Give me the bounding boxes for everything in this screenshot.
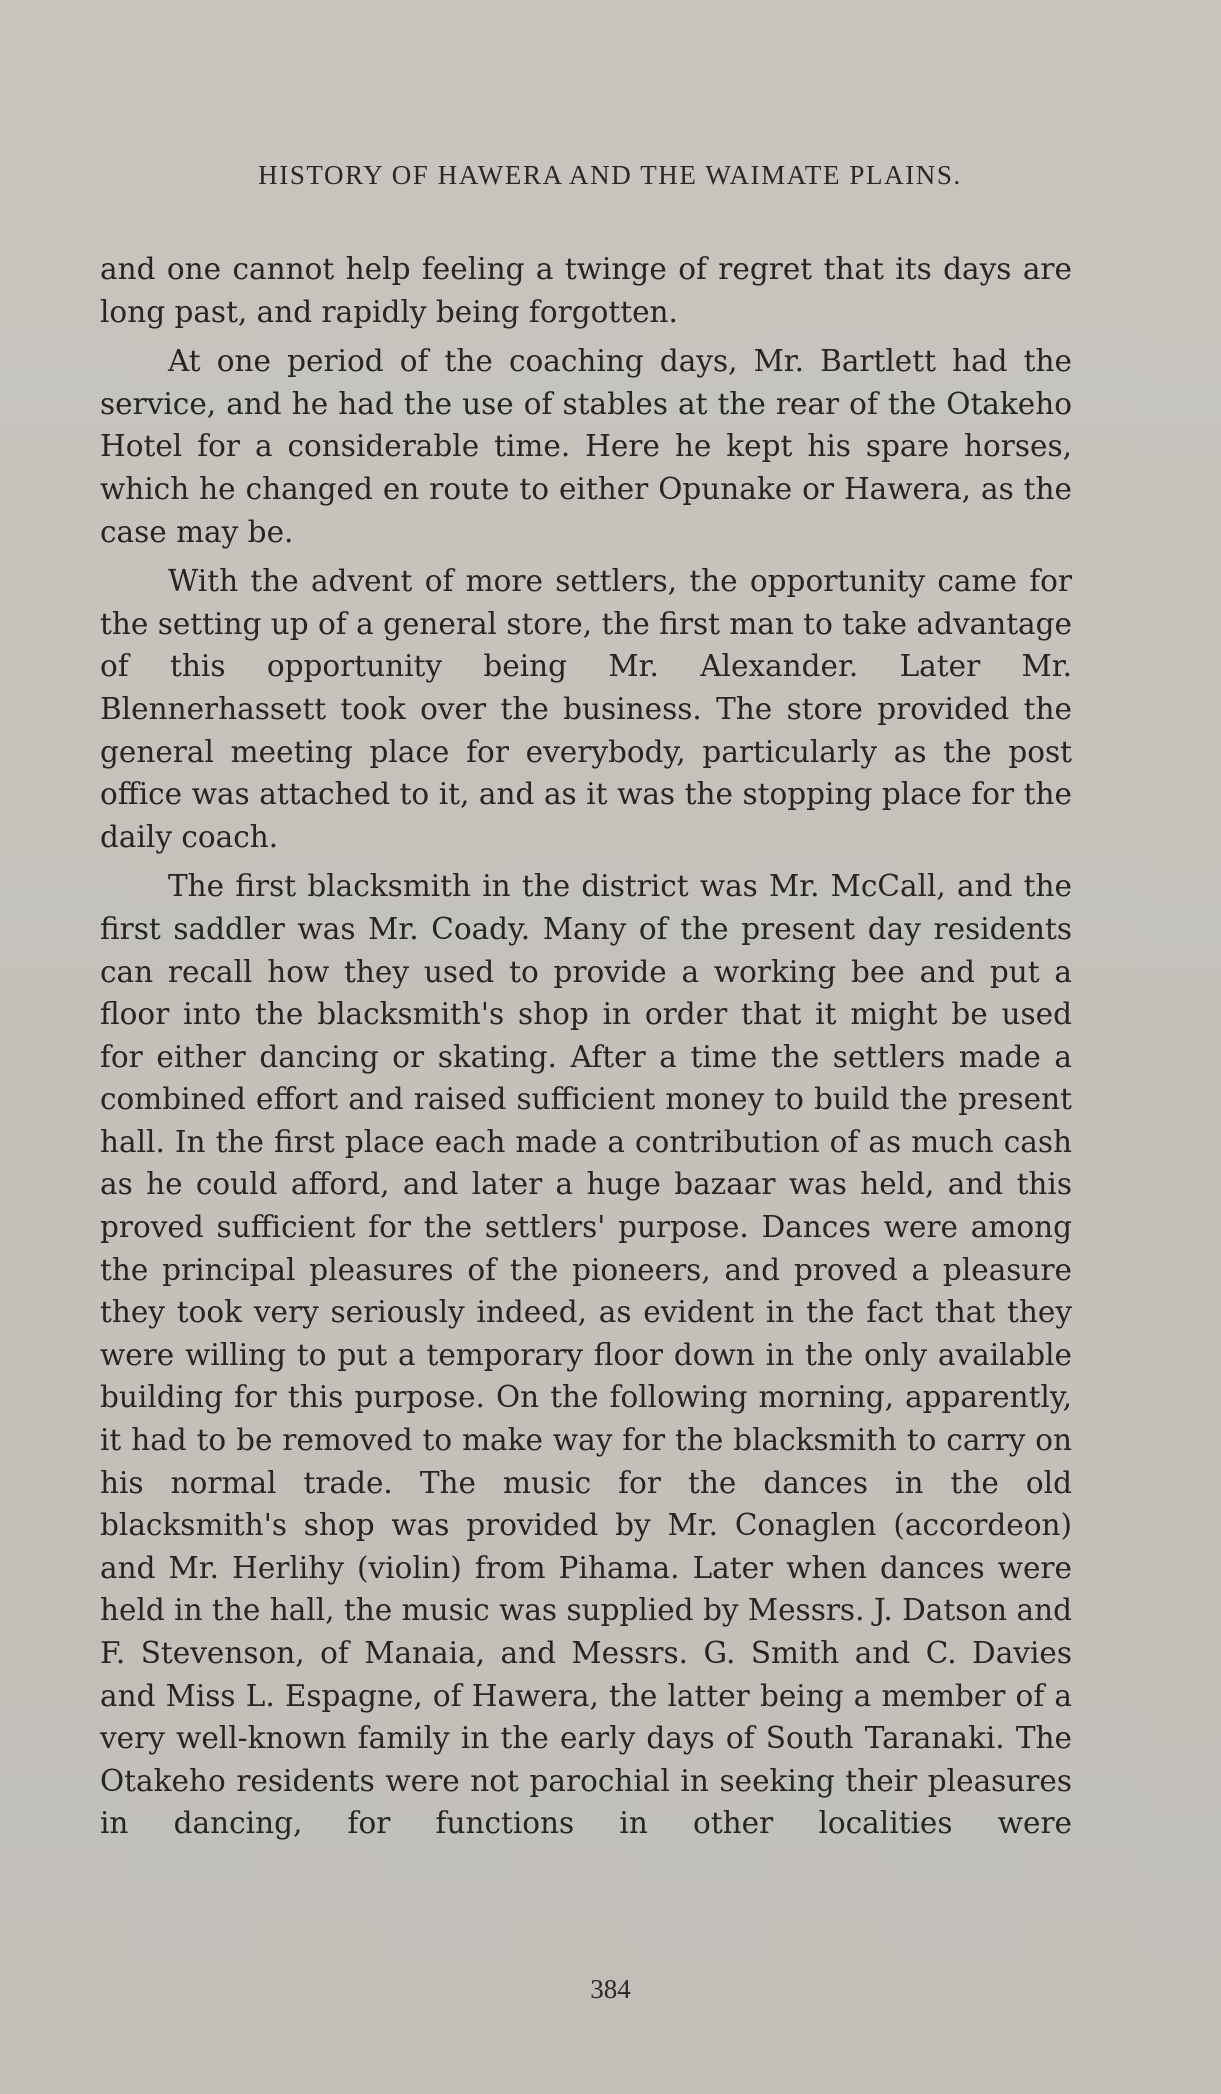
paragraph-continuation: and one cannot help feeling a twinge of regret that its days are long past, and rapidly being forgotten. bbox=[100, 252, 1072, 329]
body-text bbox=[100, 248, 1072, 1852]
paragraph-general-store: With the advent of more settlers, the opportunity came for the setting up of a general store, the first man to take advantage of this opportunity being Mr. Alexander. Later Mr. Blennerhassett took over the business. The store provided the general meeting place for everybody, particularly as the post office was attached to it, and as it was the stopping place for the daily coach. bbox=[100, 564, 1072, 854]
paragraph-coaching-days: At one period of the coaching days, Mr. Bartlett had the service, and he had the use of stables at the rear of the Otakeho Hotel for a considerable time. Here he kept his spare horses, which he changed en route to either Opunake or Hawera, as the case may be. bbox=[100, 344, 1072, 549]
page-number: 384 bbox=[590, 1974, 631, 2004]
running-head: HISTORY OF HAWERA AND THE WAIMATE PLAINS. bbox=[258, 160, 962, 190]
paragraph-blacksmith-dances: The first blacksmith in the district was Mr. McCall, and the first saddler was Mr. Coady. Many of the present day residents can recall how they used to provide a working bee and put a floor into the blacksmith's shop in order that it might be used for either dancing or skating. After a time the settlers made a combined effort and raised sufficient money to build the present hall. In the first place each made a contribution of as much cash as he could afford, and later a huge bazaar was held, and this proved sufficient for the settlers' purpose. Dances were among the principal pleasures of the pioneers, and proved a pleasure they took very seriously indeed, as evident in the fact that they were willing to put a temporary floor down in the only available building for this purpose. On the following morning, apparently, it had to be removed to make way for the blacksmith to carry on his normal trade. The music for the dances in the old blacksmith's shop was provided by Mr. Conaglen (accordeon) and Mr. Herlihy (violin) from Pihama. Later when dances were held in the hall, the music was supplied by Messrs. J. Datson and F. Stevenson, of Manaia, and Messrs. G. Smith and C. Davies and Miss L. Espagne, of Hawera, the latter being a member of a very well-known family in the early days of South Taranaki. The Otakeho residents were not parochial in seeking their pleasures in dancing, for functions in other localities were bbox=[100, 869, 1072, 1841]
